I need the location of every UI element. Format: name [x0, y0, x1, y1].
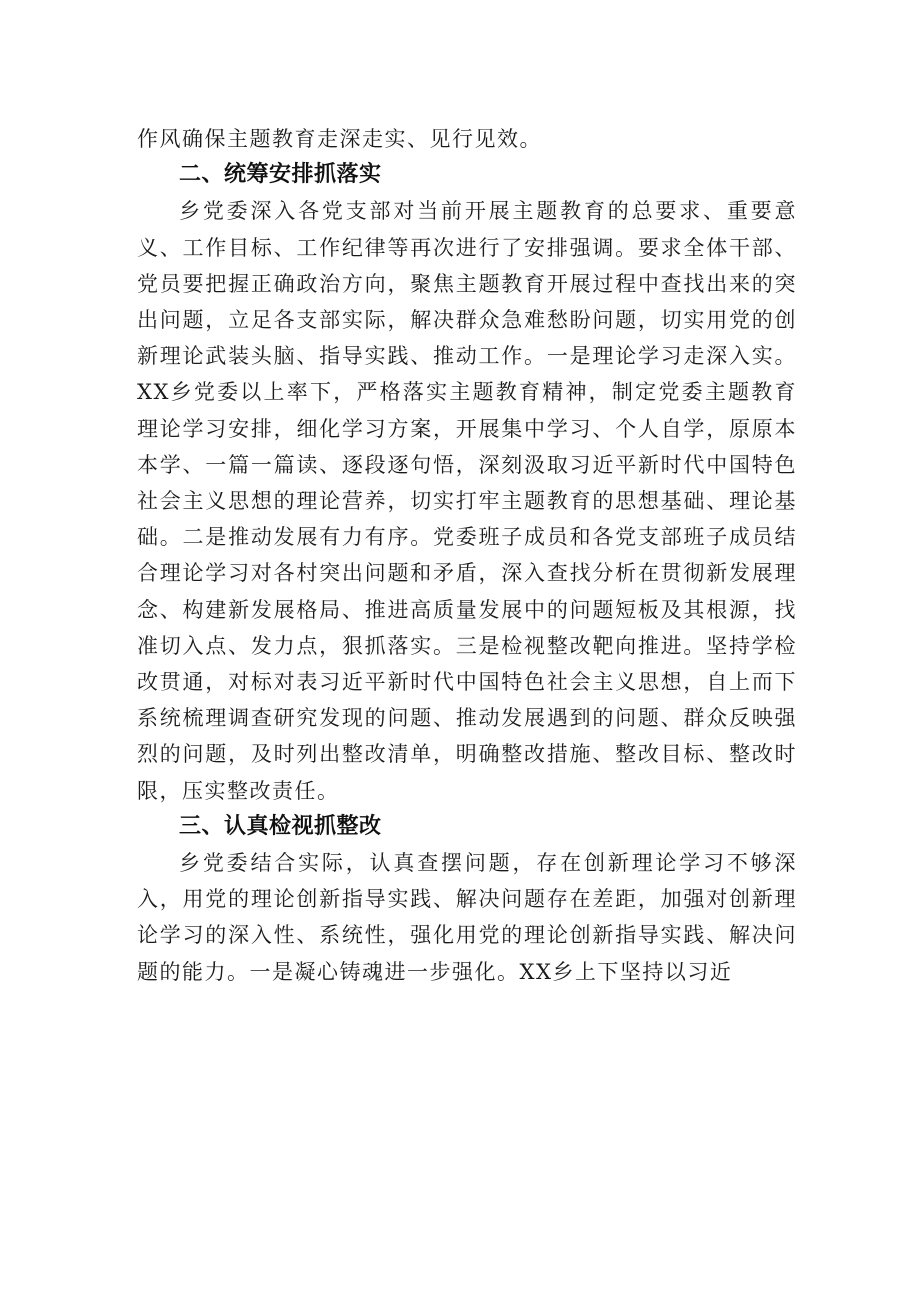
- section-heading-2: 二、统筹安排抓落实: [179, 162, 382, 188]
- document-body: [137, 121, 797, 990]
- section-2-paragraph: 乡党委深入各党支部对当前开展主题教育的总要求、重要意义、工作目标、工作纪律等再次进行了安排强调。要求全体干部、党员要把握正确政治方向，聚焦主题教育开展过程中查找出来的突出问题，立足各支部实际，解决群众急难愁盼问题，切实用党的创新理论武装头脑、指导实践、推动工作。一是理论学习走深入实。XX乡党委以上率下，严格落实主题教育精神，制定党委主题教育理论学习安排，细化学习方案，开展集中学习、个人自学，原原本本学、一篇一篇读、逐段逐句悟，深刻汲取习近平新时代中国特色社会主义思想的理论营养，切实打牢主题教育的思想基础、理论基础。二是推动发展有力有序。党委班子成员和各党支部班子成员结合理论学习对各村突出问题和矛盾，深入查找分析在贯彻新发展理念、构建新发展格局、推进高质量发展中的问题短板及其根源，找准切入点、发力点，狠抓落实。三是检视整改靶向推进。坚持学检改贯通，对标对表习近平新时代中国特色社会主义思想，自上而下系统梳理调查研究发现的问题、推动发展遇到的问题、群众反映强烈的问题，及时列出整改清单，明确整改措施、整改目标、整改时限，压实整改责任。: [137, 199, 797, 803]
- section-heading-3: 三、认真检视抓整改: [179, 813, 382, 839]
- opening-paragraph: 作风确保主题教育走深走实、见行见效。: [137, 127, 542, 151]
- section-3-paragraph: 乡党委结合实际，认真查摆问题，存在创新理论学习不够深入，用党的理论创新指导实践、解决问题存在差距，加强对创新理论学习的深入性、系统性，强化用党的理论创新指导实践、解决问题的能力。一是凝心铸魂进一步强化。XX乡上下坚持以习近: [137, 851, 797, 984]
